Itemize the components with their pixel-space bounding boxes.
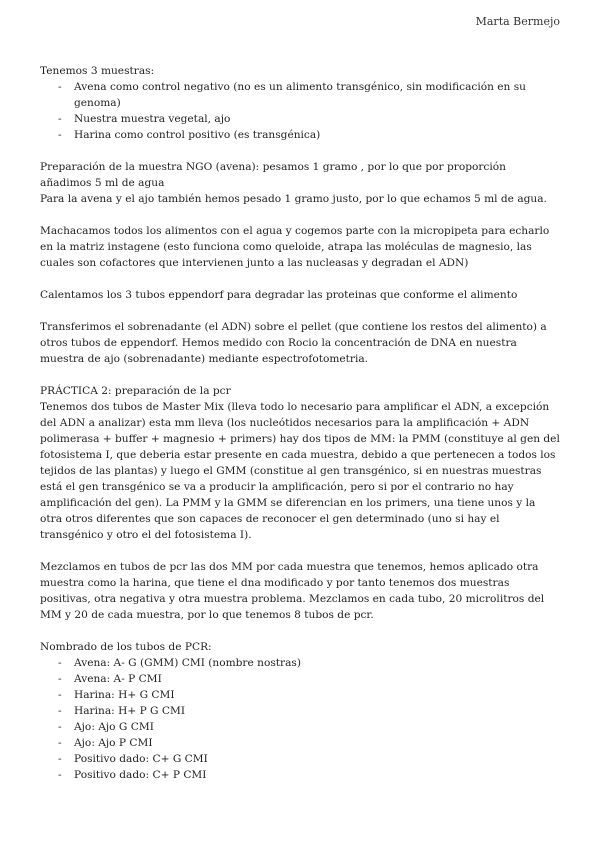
list-item: - Harina como control positivo (es transgénica) bbox=[40, 127, 560, 143]
section-title: PRÁCTICA 2: preparación de la pcr bbox=[40, 385, 231, 397]
practica-section bbox=[40, 383, 560, 543]
paragraph-master-mix: Tenemos dos tubos de Master Mix (lleva todo lo necesario para amplificar el ADN, a excepción del ADN a analizar) esta mm lleva (los nucleótidos necesarios para la amplificación + ADN polimerasa + buffer + magnesio + primers) hay dos tipos de MM: la PMM (constituye al gen del fotosistema I, que deberia estar presente en cada muestra, debido a que pertenecen a todos los tejidos de las plantas) y luego el GMM (constitue al gen transgénico, si en nuestras muestras está el gen transgénico se va a producir la amplificación, pero si por el contrario no hay amplificación del gen). La PMM y la GMM se diferencian en los primers, una tiene unos y la otra otros diferentes que son capaces de reconocer el gen determinado (uno si hay el transgénico y otro el del fotosistema I). bbox=[40, 401, 560, 541]
nombrado-intro: Nombrado de los tubos de PCR: bbox=[40, 641, 212, 653]
list-item: - Positivo dado: C+ G CMI bbox=[40, 751, 560, 767]
nombrado-list bbox=[40, 655, 560, 783]
list-item: - Avena: A- P CMI bbox=[40, 671, 560, 687]
list-item: - Ajo: Ajo P CMI bbox=[40, 735, 560, 751]
document-body bbox=[40, 63, 560, 799]
list-item: - Ajo: Ajo G CMI bbox=[40, 719, 560, 735]
paragraph-transferimos: Transferimos el sobrenadante (el ADN) sobre el pellet (que contiene los restos del alimento) a otros tubos de eppendorf. Hemos medido con Rocio la concentración de DNA en nuestra muestra de ajo (sobrenadante) mediante espectrofotometria. bbox=[40, 321, 547, 365]
list-item: - Avena: A- G (GMM) CMI (nombre nostras) bbox=[40, 655, 560, 671]
list-item: - Positivo dado: C+ P CMI bbox=[40, 767, 560, 783]
paragraph-machacamos: Machacamos todos los alimentos con el agua y cogemos parte con la micropipeta para echarlo en la matriz instagene (esto funciona como queloide, atrapa las moléculas de magnesio, las cuales son cofactores que intervienen junto a las nucleasas y degradan el ADN) bbox=[40, 225, 550, 269]
nombrado-section bbox=[40, 639, 560, 783]
preparacion-section bbox=[40, 159, 560, 207]
paragraph-preparacion-avena-ajo: Para la avena y el ajo también hemos pesado 1 gramo justo, por lo que echamos 5 ml de agua. bbox=[40, 193, 547, 205]
paragraph-mezclamos: Mezclamos en tubos de pcr las dos MM por cada muestra que tenemos, hemos aplicado otra muestra como la harina, que tiene el dna modificado y por tanto tenemos dos muestras positivas, otra negativa y otra muestra problema. Mezclamos en cada tubo, 20 microlitros del MM y 20 de cada muestra, por lo que tenemos 8 tubos de pcr. bbox=[40, 561, 545, 621]
list-item: - Harina: H+ P G CMI bbox=[40, 703, 560, 719]
list-item: - Harina: H+ G CMI bbox=[40, 687, 560, 703]
muestras-section bbox=[40, 63, 560, 143]
paragraph-calentamos: Calentamos los 3 tubos eppendorf para degradar las proteinas que conforme el alimento bbox=[40, 289, 518, 301]
muestras-list bbox=[40, 79, 560, 143]
list-item: - Nuestra muestra vegetal, ajo bbox=[40, 111, 560, 127]
author-header: Marta Bermejo bbox=[475, 15, 560, 28]
muestras-intro: Tenemos 3 muestras: bbox=[40, 65, 155, 77]
list-item: - Avena como control negativo (no es un alimento transgénico, sin modificación en su genoma) bbox=[40, 79, 560, 111]
paragraph-preparacion-ngo: Preparación de la muestra NGO (avena): pesamos 1 gramo , por lo que por proporción añadimos 5 ml de agua bbox=[40, 161, 506, 189]
